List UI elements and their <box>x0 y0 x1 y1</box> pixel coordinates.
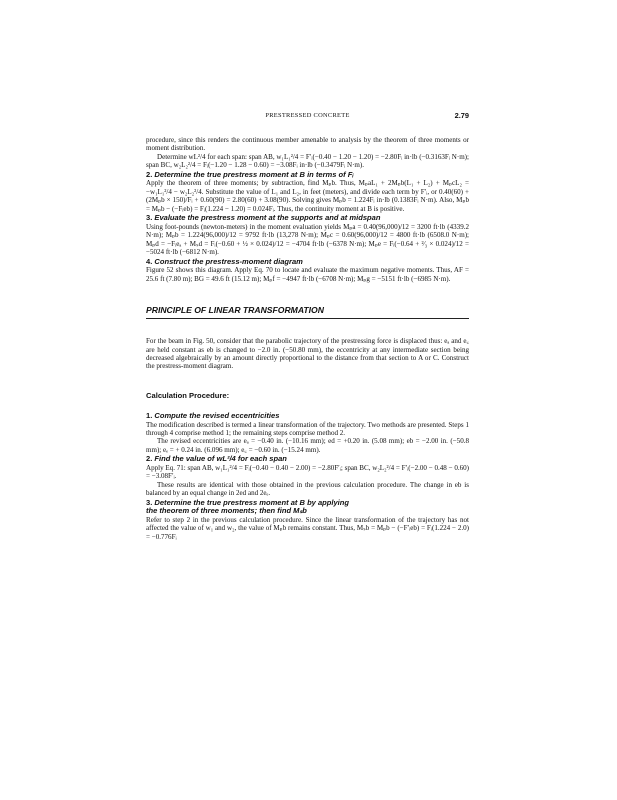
calc-step-1-eccentricities: The revised eccentricities are eₐ = −0.40 in. (−10.16 mm); ed = +0.20 in. (5.08 mm); eb = −2.00 in. (−50.8 mm); eₑ = + 0.24 in. (6.096 mm); e꜀ = −0.60 in. (−15.24 mm). <box>146 437 469 454</box>
calc-step-2-note: These results are identical with those obtained in the previous calculation procedure. The change in eb is balanced by an equal change in 2ed and 2eₑ. <box>146 480 469 498</box>
step-number: 3. <box>146 213 153 223</box>
page-content <box>146 112 469 541</box>
step-number: 1. <box>146 410 153 420</box>
step-title: Construct the prestress-moment diagram <box>154 256 303 266</box>
step-4-body: Figure 52 shows this diagram. Apply Eq. 70 to locate and evaluate the maximum negative moments. Thus, AF = 25.6 ft (7.80 m); BG = 49.6 ft (15.12 m); Mₚf = −4947 ft·lb (−6708 N·m); Mₚg = −5151 ft·lb (−6985 N·m). <box>146 266 469 283</box>
step-title-continuation: the theorem of three moments; then find Mₛb <box>146 506 307 516</box>
step-2-body: Apply the theorem of three moments; by subtraction, find Mₚb. Thus, MₚaL₁ + 2Mₚb(L₁ + L₂) + MₚcL₂ = −w₁L₁²/4 − w₂L₂²/4. Substitute the value of L₁ and L₂, in feet (meters), and divide each term by F′ᵢ, or 0.40(60) + (2Mₚb × 150)/Fᵢ + 0.60(90) = 2.80(60) + 3.08(90). Solving gives Mₚb = 1.224Fᵢ in·lb (0.1383Fᵢ N·m). Also, Mₚb = Mₚb − (−Fᵢeb) = Fᵢ(1.224 − 1.20) = 0.024Fᵢ. Thus, the continuity moment at B is positive. <box>146 179 469 213</box>
step-3-body: Using foot-pounds (newton-meters) in the moment evaluation yields Mₚa = 0.40(96,000)/12 = 3200 ft·lb (4339.2 N·m); Mₚb = 1.224(96,000)/12 = 9792 ft·lb (13,278 N·m); Mₚc = 0.60(96,000)/12 = 4800 ft·lb (6508.0 N·m); Mₚd = −Fᵢeₐ + Mₛd = Fᵢ(−0.60 + ½ × 0.024)/12 = −4704 ft·lb (−6378 N·m); Mₚe = Fᵢ(−0.64 + ²⁄₃ × 0.024)/12 = −5024 ft·lb (−6812 N·m). <box>146 222 469 257</box>
paragraph-span-values: Determine wL²/4 for each span: span AB, w₁L₁²/4 = F′ᵢ(−0.40 − 1.20 − 1.20) = −2.80Fᵢ in·lb (−0.3163Fᵢ N·m); span BC, w₂L₂²/4 = Fᵢ(−1.20 − 1.28 − 0.60) = −3.08Fᵢ in·lb (−0.3479Fᵢ N·m). <box>146 152 469 170</box>
section-heading: PRINCIPLE OF LINEAR TRANSFORMATION <box>146 305 469 319</box>
calc-step-heading-1 <box>146 412 469 421</box>
step-heading-3 <box>146 214 469 223</box>
body-text <box>146 136 469 541</box>
calc-step-1-body: The modification described is termed a linear transformation of the trajectory. Two methods are presented. Steps 1 through 4 comprise method 1; the remaining steps comprise method 2. <box>146 420 469 437</box>
calc-step-2-body: Apply Eq. 71: span AB, w₁L₁²/4 = Fᵢ(−0.40 − 0.40 − 2.00) = −2.80F′ᵢ; span BC, w₂L₂²/4 = F′ᵢ(−2.00 − 0.48 − 0.60) = −3.08F′ᵢ. <box>146 463 469 481</box>
running-header-title: PRESTRESSED CONCRETE <box>265 112 350 119</box>
step-title: Determine the true prestress moment at B by applying <box>154 497 349 507</box>
step-title: Evaluate the prestress moment at the supports and at midspan <box>154 213 381 223</box>
calc-step-3-body: Refer to step 2 in the previous calculation procedure. Since the linear transformation of the trajectory has not affected the value of w₁ and w₂, the value of Mₚb remains constant. Thus, Mₛb = Mₚb − (−F′ᵢeb) = Fᵢ(1.224 − 2.0) = −0.776Fᵢ <box>146 515 469 541</box>
step-title: Find the value of wL²/4 for each span <box>154 454 287 464</box>
step-heading-4 <box>146 258 469 267</box>
calc-step-heading-2 <box>146 455 469 464</box>
step-number: 4. <box>146 256 153 266</box>
paragraph-continuation: procedure, since this renders the continuous member amenable to analysis by the theorem of three moments or moment distribution. <box>146 136 469 153</box>
step-number: 2. <box>146 169 153 179</box>
step-title: Compute the revised eccentricities <box>154 410 280 420</box>
step-number: 3. <box>146 497 153 507</box>
step-number: 2. <box>146 454 153 464</box>
step-heading-2 <box>146 171 469 180</box>
step-title: Determine the true prestress moment at B in terms of Fᵢ <box>154 169 354 179</box>
section-intro: For the beam in Fig. 50, consider that the parabolic trajectory of the prestressing force is displaced thus: eₐ and e꜀ are held constant as eb is changed to −2.0 in. (−50.80 mm), the eccentricity at any intermediate section being decreased algebraically by an amount directly proportional to the distance from that section to A or C. Construct the prestress-moment diagram. <box>146 337 469 371</box>
calculation-procedure-heading: Calculation Procedure: <box>146 390 230 400</box>
page-number: 2.79 <box>454 111 469 120</box>
calc-step-heading-3 <box>146 499 469 516</box>
running-header <box>146 112 469 124</box>
